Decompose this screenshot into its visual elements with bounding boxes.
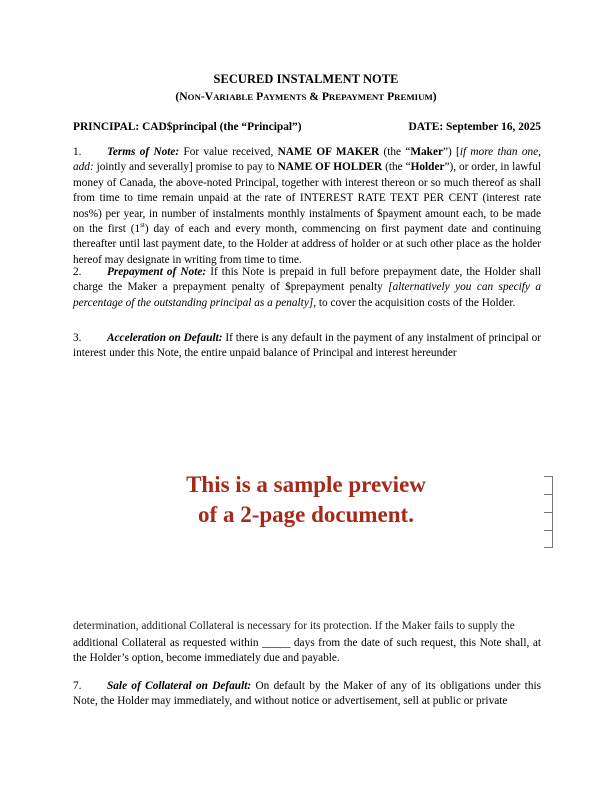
page-edge-marks <box>540 476 553 548</box>
section-2-prepayment: 2. Prepayment of Note: If this Note is prepaid in full before prepayment date, the Holder shall charge the Maker a prepayment penalty of $prepayment penalty [alternatively you can specify a percentage of the outstanding principal as a penalty], to cover the acquisition costs of the Holder. <box>73 266 542 309</box>
section-7-sale-of-collateral: 7. Sale of Collateral on Default: On default by the Maker of any of its obligations under this Note, the Holder may immediately, and without notice or advertisement, sell at public or private <box>73 680 542 708</box>
document-subtitle: (NON-VARIABLE PAYMENTS & PREPAYMENT PREMIUM) <box>175 90 437 103</box>
section-1-terms-of-note: 1. Terms of Note: For value received, NAME OF MAKER (the “Maker”) [if more than one, add: jointly and severally] promise to pay to NAME OF HOLDER (the “Holder”), or order, in lawful money of Canada, the above-noted Principal, together with interest thereon or so much thereof as shall from time to time remain unpaid at the rate of INTEREST RATE TEXT PER CENT (interest rate nos%) per year, in number of instalments monthly instalments of $payment amount each, to be made on the first (1st) day of each and every month, commencing on first payment date and continuing thereafter until last payment date, to the Holder at address of holder or at such other place as the holder hereof may designate in writing from time to time. <box>73 146 542 266</box>
preview-line-2: of a 2-page document. <box>198 502 414 527</box>
sample-preview-notice <box>0 470 612 530</box>
section-3-acceleration: 3. Acceleration on Default: If there is any default in the payment of any instalment of principal or interest under this Note, the entire unpaid balance of Principal and interest hereunder <box>73 332 541 360</box>
principal-date-row <box>73 121 541 133</box>
document-title: SECURED INSTALMENT NOTE <box>213 72 399 86</box>
truncated-text-line: determination, additional Collateral is necessary for its protection. If the Maker fails to supply the <box>73 620 515 632</box>
section-6-tail: additional Collateral as requested within _____ days from the date of such request, this Note shall, at the Holder’s option, become immediately due and payable. <box>73 637 541 665</box>
date-line: DATE: September 16, 2025 <box>408 121 541 133</box>
preview-line-1: This is a sample preview <box>186 472 426 497</box>
principal-line: PRINCIPAL: CAD$principal (the “Principal”) <box>73 121 302 133</box>
